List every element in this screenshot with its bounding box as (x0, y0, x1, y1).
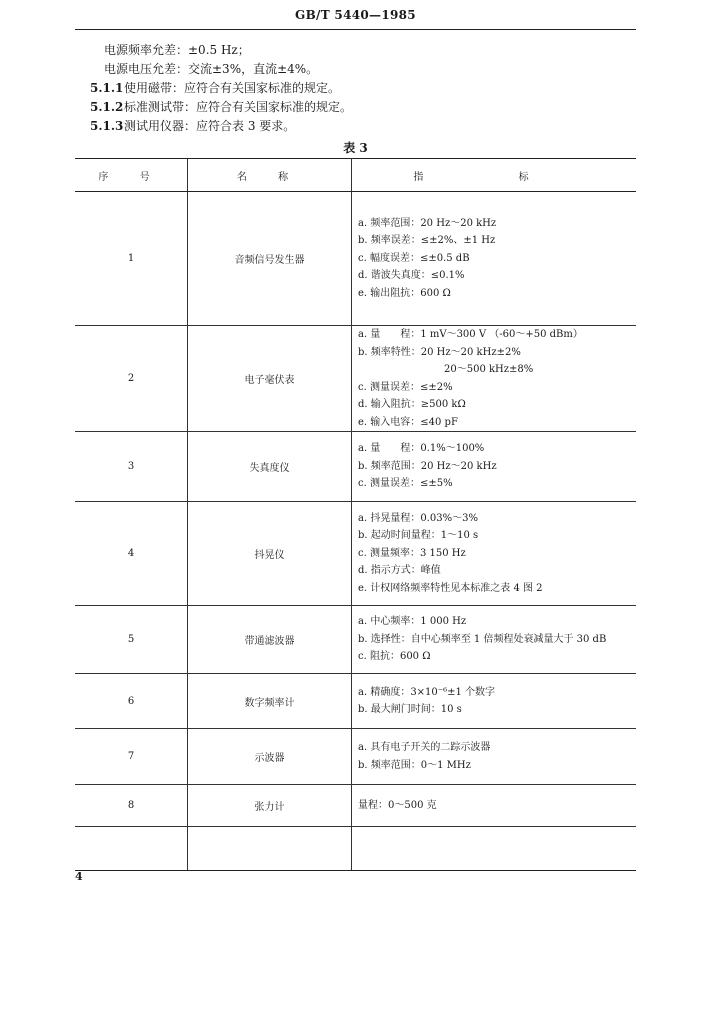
clause-number: 5.1.2 (90, 100, 124, 114)
spec-line: a. 频率范围：20 Hz～20 kHz (358, 217, 497, 229)
paragraph-power-frequency (104, 43, 250, 57)
cell-spec (352, 729, 637, 785)
cell-seq: 2 (75, 326, 188, 432)
paragraph-text: 使用磁带：应符合有关国家标准的规定。 (124, 81, 341, 95)
cell-spec (352, 326, 637, 432)
spec-line: d. 指示方式：峰值 (358, 565, 441, 577)
spec-line: e. 输入电容：≤40 pF (358, 416, 458, 428)
cell-name: 音频信号发生器 (188, 192, 352, 326)
cell-name: 示波器 (188, 729, 352, 785)
table-header-row (75, 159, 636, 192)
cell-seq: 1 (75, 192, 188, 326)
spec-line: e. 输出阻抗：600 Ω (358, 287, 451, 299)
spec-line: d. 谐波失真度：≤0.1% (358, 270, 465, 282)
cell-seq: 3 (75, 432, 188, 502)
paragraph-text: 测试用仪器：应符合表 3 要求。 (124, 119, 296, 133)
table-row (75, 827, 636, 871)
cell-name: 抖晃仪 (188, 502, 352, 606)
spec-line: a. 量 程：1 mV～300 V （-60～+50 dBm） (358, 329, 583, 340)
table-row (75, 502, 636, 606)
spec-line: d. 输入阻抗：≥500 kΩ (358, 399, 466, 410)
header-rule (75, 29, 636, 30)
header-seq: 序 号 (98, 171, 164, 183)
spec-line: c. 测量误差：≤±2% (358, 381, 453, 393)
table-row (75, 432, 636, 502)
spec-line: c. 幅度误差：≤±0.5 dB (358, 252, 470, 264)
spec-line: c. 阻抗：600 Ω (358, 651, 431, 663)
spec-line: b. 选择性：自中心频率至 1 倍频程处衰减量大于 30 dB (358, 633, 607, 645)
cell-seq: 4 (75, 502, 188, 606)
spec-line: a. 精确度：3×10⁻⁶±1 个数字 (358, 686, 495, 698)
spec-line: a. 量 程：0.1%～100% (358, 443, 485, 455)
cell-seq: 8 (75, 785, 188, 827)
cell-name (188, 827, 352, 871)
paragraph-text: 标准测试带：应符合有关国家标准的规定。 (124, 100, 353, 114)
clause-number: 5.1.3 (90, 119, 124, 133)
cell-seq: 7 (75, 729, 188, 785)
clause-number: 5.1.1 (90, 81, 124, 95)
spec-line: c. 测量误差：≤±5% (358, 478, 453, 490)
cell-spec (352, 827, 637, 871)
table-row (75, 729, 636, 785)
spec-line: b. 起动时间量程：1～10 s (358, 530, 479, 542)
paragraph-power-voltage (104, 62, 318, 76)
header-name: 名 称 (236, 171, 303, 183)
page-number: 4 (75, 870, 83, 883)
spec-line: b. 最大闸门时间：10 s (358, 704, 462, 715)
cell-spec (352, 192, 637, 326)
cell-seq: 5 (75, 606, 188, 674)
spec-line: e. 计权网络频率特性见本标准之表 4 图 2 (358, 582, 543, 594)
table-row (75, 674, 636, 729)
cell-spec (352, 606, 637, 674)
cell-name: 带通滤波器 (188, 606, 352, 674)
spec-line: a. 中心频率：1 000 Hz (358, 616, 467, 628)
spec-line: b. 频率范围：0～1 MHz (358, 759, 471, 771)
spec-line: b. 频率特性：20 Hz～20 kHz±2% (358, 346, 521, 358)
cell-seq (75, 827, 188, 871)
cell-seq: 6 (75, 674, 188, 729)
cell-spec (352, 432, 637, 502)
cell-spec (352, 502, 637, 606)
table-row (75, 326, 636, 432)
instrument-table (75, 158, 636, 871)
cell-name: 失真度仪 (188, 432, 352, 502)
table-row (75, 606, 636, 674)
header-spec: 指 标 (413, 171, 575, 183)
spec-line: a. 抖晃量程：0.03%～3% (358, 512, 478, 524)
spec-line: 量程：0～500 克 (358, 799, 437, 811)
spec-line: b. 频率范围：20 Hz～20 kHz (358, 460, 497, 472)
cell-name: 张力计 (188, 785, 352, 827)
paragraph-5-1-3 (90, 119, 295, 133)
table-caption: 表 3 (343, 141, 368, 155)
cell-spec (352, 785, 637, 827)
paragraph-5-1-1 (90, 81, 340, 95)
cell-spec (352, 674, 637, 729)
paragraph-5-1-2 (90, 100, 352, 114)
spec-line: a. 具有电子开关的二踪示波器 (358, 742, 491, 753)
cell-name: 电子毫伏表 (188, 326, 352, 432)
spec-line: b. 频率误差：≤±2%、±1 Hz (358, 235, 496, 247)
spec-line: c. 测量频率：3 150 Hz (358, 547, 466, 559)
table-row (75, 785, 636, 827)
paragraph-text: 电源电压允差：交流±3%，直流±4%。 (104, 62, 319, 76)
paragraph-text: 电源频率允差：±0.5 Hz； (104, 43, 250, 57)
page-header: GB/T 5440—1985 (295, 8, 416, 22)
cell-name: 数字频率计 (188, 674, 352, 729)
table-row (75, 192, 636, 326)
spec-line: 20～500 kHz±8% (444, 364, 534, 375)
